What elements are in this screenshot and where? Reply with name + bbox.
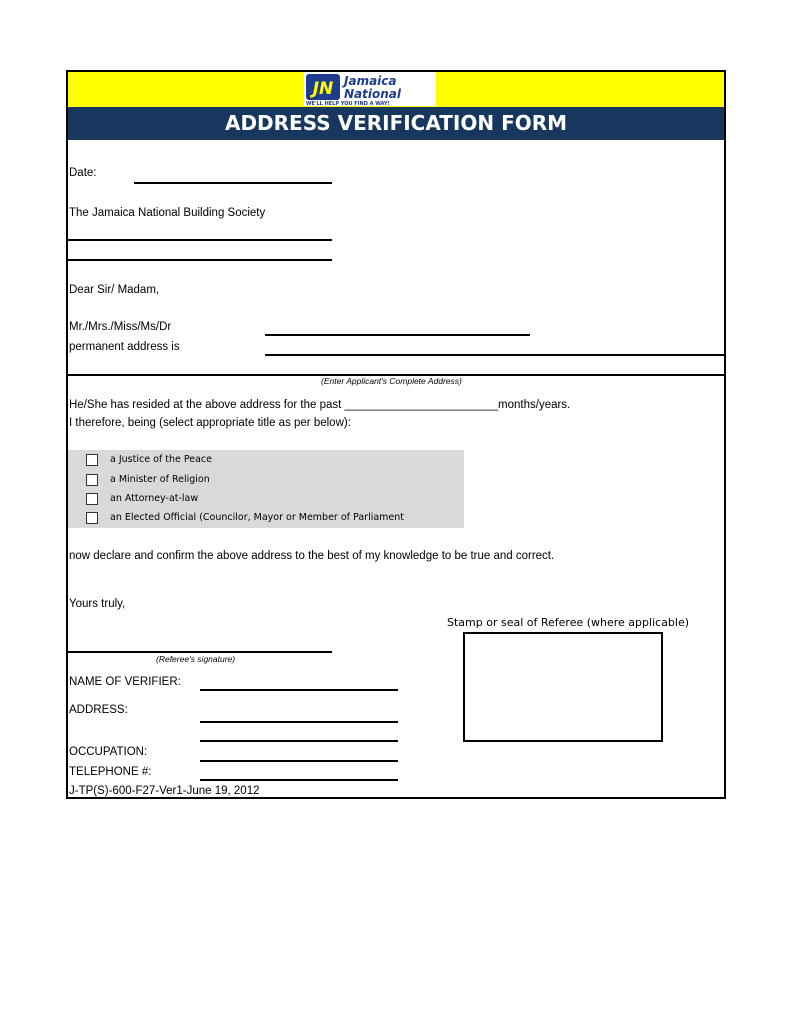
verifier-address-line-2[interactable] [200, 740, 398, 742]
option-checkbox-elected-official[interactable] [86, 512, 98, 524]
society-name: The Jamaica National Building Society [69, 207, 266, 219]
applicant-address-line-1[interactable] [265, 354, 725, 356]
society-address-line-1[interactable] [68, 239, 332, 241]
occupation-field[interactable] [200, 760, 398, 762]
select-title-instruction: I therefore, being (select appropriate title as per below): [69, 417, 351, 429]
resided-statement: He/She has resided at the above address for the past ________________________months/years. [69, 399, 571, 411]
date-label: Date: [69, 167, 97, 179]
logo-tagline: WE'LL HELP YOU FIND A WAY! [306, 101, 390, 106]
society-address-line-2[interactable] [68, 259, 332, 261]
telephone-field[interactable] [200, 779, 398, 781]
applicant-name-label: Mr./Mrs./Miss/Ms/Dr [69, 321, 172, 333]
applicant-name-field[interactable] [265, 334, 530, 336]
logo-line1: Jamaica [344, 74, 397, 88]
footer-form-code: J-TP(S)-600-F27-Ver1-June 19, 2012 [69, 785, 260, 797]
jn-logo-mark [304, 72, 436, 106]
logo-line2: National [344, 87, 401, 101]
declaration-text: now declare and confirm the above address to the best of my knowledge to be true and correct. [69, 550, 555, 562]
closing: Yours truly, [69, 598, 126, 610]
address-verification-form [66, 70, 726, 799]
occupation-label: OCCUPATION: [69, 746, 148, 758]
verifier-address-label: ADDRESS: [69, 704, 128, 716]
verifier-name-field[interactable] [200, 689, 398, 691]
logo-initials: JN [312, 79, 334, 99]
referee-signature-field[interactable] [68, 651, 332, 653]
verifier-name-label: NAME OF VERIFIER: [69, 676, 181, 688]
stamp-label: Stamp or seal of Referee (where applicable) [447, 616, 690, 629]
option-checkbox-attorney[interactable] [86, 493, 98, 505]
signature-hint: (Referee's signature) [156, 654, 236, 664]
option-label-minister: a Minister of Religion [110, 474, 210, 485]
option-checkbox-minister[interactable] [86, 474, 98, 486]
stamp-box[interactable] [463, 632, 663, 742]
option-label-attorney: an Attorney-at-law [110, 493, 199, 504]
option-label-justice: a Justice of the Peace [110, 454, 212, 465]
option-label-elected-official: an Elected Official (Councilor, Mayor or Member of Parliament [110, 512, 405, 523]
jn-logo [304, 72, 436, 106]
option-checkbox-justice[interactable] [86, 454, 98, 466]
date-field[interactable] [134, 182, 332, 184]
address-hint: (Enter Applicant's Complete Address) [321, 376, 462, 386]
permanent-address-label: permanent address is [69, 341, 180, 353]
telephone-label: TELEPHONE #: [69, 766, 152, 778]
verifier-address-line-1[interactable] [200, 721, 398, 723]
form-title: ADDRESS VERIFICATION FORM [68, 107, 724, 140]
greeting: Dear Sir/ Madam, [69, 284, 160, 296]
